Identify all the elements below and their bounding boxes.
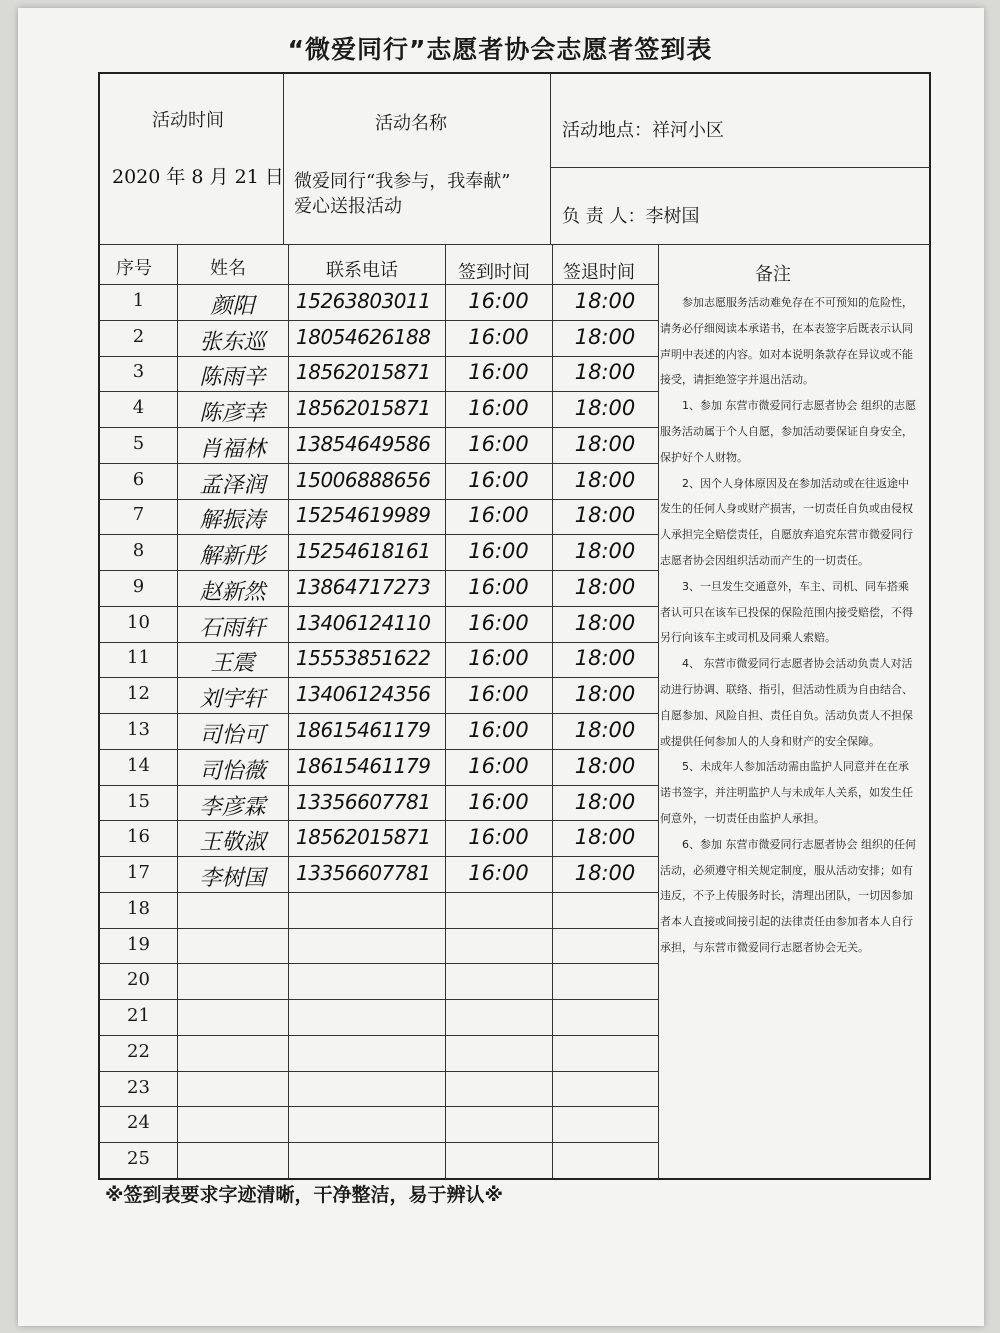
checkout-time: 18:00 <box>574 539 636 564</box>
checkin-time: 16:00 <box>468 610 529 635</box>
checkout-time: 18:00 <box>574 360 636 385</box>
volunteer-name: 孟泽润 <box>199 472 266 498</box>
row-number: 4 <box>132 397 145 419</box>
row-number: 8 <box>132 540 145 562</box>
row-number: 9 <box>132 575 145 597</box>
volunteer-phone: 15006888656 <box>296 467 431 492</box>
checkout-time: 18:00 <box>574 717 636 742</box>
table-row <box>100 320 658 356</box>
volunteer-name: 肖福林 <box>199 436 266 462</box>
activity-leader: 负 责 人：李树国 <box>562 206 700 227</box>
sign-in-form <box>98 72 931 1180</box>
volunteer-phone: 15254618161 <box>296 539 431 564</box>
volunteer-phone: 15263803011 <box>296 288 431 313</box>
table-row <box>100 999 658 1035</box>
table-row <box>100 427 658 463</box>
volunteer-name: 赵新然 <box>199 579 266 605</box>
row-number: 1 <box>132 289 145 311</box>
table-row <box>100 1071 658 1107</box>
volunteer-phone: 13356607781 <box>296 861 431 886</box>
volunteer-phone: 15254619989 <box>296 503 431 528</box>
checkin-time: 16:00 <box>468 396 529 421</box>
checkin-time: 16:00 <box>468 574 529 599</box>
volunteer-name: 陈彦幸 <box>199 401 266 427</box>
volunteer-name: 石雨轩 <box>199 615 266 641</box>
volunteer-phone: 13854649586 <box>296 431 431 456</box>
table-row <box>100 1035 658 1071</box>
checkin-time: 16:00 <box>468 467 529 492</box>
volunteer-phone: 13406124110 <box>296 610 431 635</box>
volunteer-phone: 18615461179 <box>296 717 431 742</box>
activity-name-label: 活动名称 <box>375 113 447 134</box>
volunteer-name: 解振涛 <box>199 508 266 534</box>
volunteer-name: 王震 <box>210 651 255 677</box>
checkout-time: 18:00 <box>574 825 636 850</box>
remarks-paragraph: 3、一旦发生交通意外，车主、司机、同车搭乘者认可只在该车已投保的保险范围内接受赔偿，不得另行向该车主或司机及同乘人索赔。 <box>660 579 913 645</box>
checkin-time: 16:00 <box>468 431 529 456</box>
checkin-time: 16:00 <box>468 861 529 886</box>
volunteer-name: 解新彤 <box>199 544 266 570</box>
row-number: 5 <box>132 432 145 454</box>
checkout-time: 18:00 <box>574 682 636 707</box>
row-number: 19 <box>127 933 150 955</box>
row-number: 23 <box>127 1076 150 1098</box>
row-number: 2 <box>132 325 145 347</box>
row-number: 13 <box>127 718 150 740</box>
col-header-name: 姓名 <box>210 258 246 279</box>
checkout-time: 18:00 <box>574 789 636 814</box>
volunteer-phone: 18562015871 <box>296 825 431 850</box>
table-row <box>100 892 658 928</box>
row-number: 21 <box>127 1005 150 1027</box>
volunteer-name: 王敬淑 <box>199 830 266 856</box>
activity-location: 活动地点：祥河小区 <box>562 120 724 141</box>
col-header-checkout: 签退时间 <box>563 262 635 283</box>
volunteer-phone: 15553851622 <box>296 646 431 671</box>
checkin-time: 16:00 <box>468 539 529 564</box>
checkout-time: 18:00 <box>574 753 636 778</box>
remarks-paragraph: 参加志愿服务活动难免存在不可预知的危险性，请务必仔细阅读本承诺书，在本表签字后既表示认同声明中表述的内容。如对本说明条款存在异议或不能接受，请拒绝签字并退出活动。 <box>660 296 913 387</box>
row-number: 24 <box>127 1112 150 1134</box>
row-number: 11 <box>127 647 150 669</box>
table-row <box>100 606 658 642</box>
table-row <box>100 1142 658 1178</box>
activity-name-line1: 微爱同行“我参与，我奉献” <box>294 171 511 192</box>
table-row <box>100 820 658 856</box>
checkout-time: 18:00 <box>574 861 636 886</box>
table-row <box>100 356 658 392</box>
volunteer-name: 颜阳 <box>210 293 255 319</box>
remarks-paragraph: 5、未成年人参加活动需由监护人同意并在在承诺书签字，并注明监护人与未成年人关系，如发生任何意外，一切责任由监护人承担。 <box>660 760 913 825</box>
table-row <box>100 463 658 499</box>
row-number: 17 <box>127 862 150 884</box>
checkin-time: 16:00 <box>468 324 529 349</box>
row-number: 20 <box>127 969 150 991</box>
table-row <box>100 963 658 999</box>
footer-note: ※签到表要求字迹清晰，干净整洁，易于辨认※ <box>105 1184 503 1206</box>
remarks-paragraph: 4、 东营市微爱同行志愿者协会活动负责人对活动进行协调、联络、指引，但活动性质为自由结合、自愿参加、风险自担、责任自负。活动负责人不担保或提供任何参加人的人身和财产的安全保障。 <box>660 657 913 748</box>
form-title: “微爱同行”志愿者协会志愿者签到表 <box>287 35 713 64</box>
checkin-time: 16:00 <box>468 360 529 385</box>
volunteer-name: 李树国 <box>199 866 266 892</box>
checkin-time: 16:00 <box>468 682 529 707</box>
checkin-time: 16:00 <box>468 503 529 528</box>
checkout-time: 18:00 <box>574 610 636 635</box>
activity-name-line2: 爱心送报活动 <box>294 196 402 217</box>
checkin-time: 16:00 <box>468 288 529 313</box>
col-header-remarks: 备注 <box>755 264 791 285</box>
volunteer-phone: 18562015871 <box>296 396 431 421</box>
col-header-checkin: 签到时间 <box>458 262 530 283</box>
column-divider <box>658 244 659 1178</box>
checkin-time: 16:00 <box>468 753 529 778</box>
checkout-time: 18:00 <box>574 467 636 492</box>
col-header-phone: 联系电话 <box>326 260 398 281</box>
table-row <box>100 677 658 713</box>
table-row <box>100 1106 658 1142</box>
table-row <box>100 713 658 749</box>
table-row <box>100 749 658 785</box>
volunteer-phone: 18615461179 <box>296 753 431 778</box>
table-row <box>100 391 658 427</box>
row-number: 6 <box>132 468 145 490</box>
row-number: 16 <box>127 826 150 848</box>
row-number: 7 <box>132 504 145 526</box>
header-bottom-line <box>100 244 930 245</box>
table-row <box>100 785 658 821</box>
remarks-paragraph: 6、参加 东营市微爱同行志愿者协会 组织的任何活动，必须遵守相关规定制度，服从活动安排；如有违反，不予上传服务时长，清理出团队，一切因参加者本人直接或间接引起的法律责任由参加者本人自行承担，与东营市微爱同行志愿者协会无关。 <box>660 837 916 954</box>
volunteer-phone: 18054626188 <box>296 324 431 349</box>
remarks-paragraph: 2、因个人身体原因及在参加活动或在往返途中发生的任何人身或财产损害，一切责任自负或由侵权人承担完全赔偿责任，自愿放弃追究东营市微爱同行志愿者协会因组织活动而产生的一切责任。 <box>660 476 913 567</box>
row-number: 25 <box>127 1148 150 1170</box>
checkout-time: 18:00 <box>574 574 636 599</box>
checkout-time: 18:00 <box>574 646 636 671</box>
checkout-time: 18:00 <box>574 396 636 421</box>
row-number: 18 <box>127 897 150 919</box>
table-row <box>100 928 658 964</box>
remarks-paragraph: 1、参加 东营市微爱同行志愿者协会 组织的志愿服务活动属于个人自愿，参加活动要保证自身安全，保护好个人财物。 <box>660 399 916 464</box>
activity-time-label: 活动时间 <box>152 110 224 131</box>
table-row <box>100 570 658 606</box>
row-number: 3 <box>132 361 145 383</box>
checkout-time: 18:00 <box>574 324 636 349</box>
checkout-time: 18:00 <box>574 288 636 313</box>
table-row <box>100 642 658 678</box>
volunteer-phone: 13356607781 <box>296 789 431 814</box>
remarks-text <box>660 290 918 961</box>
row-number: 12 <box>127 683 150 705</box>
header-divider-1 <box>283 74 284 244</box>
header-divider-2 <box>550 74 551 244</box>
volunteer-name: 张东巡 <box>199 329 266 355</box>
checkin-time: 16:00 <box>468 717 529 742</box>
volunteer-name: 司怡薇 <box>199 758 266 784</box>
row-number: 10 <box>127 611 150 633</box>
checkout-time: 18:00 <box>574 503 636 528</box>
table-row <box>100 534 658 570</box>
row-number: 22 <box>127 1040 150 1062</box>
table-row <box>100 284 658 320</box>
table-row <box>100 499 658 535</box>
volunteer-name: 刘宇轩 <box>199 687 266 713</box>
checkout-time: 18:00 <box>574 431 636 456</box>
volunteer-phone: 13406124356 <box>296 682 431 707</box>
checkin-time: 16:00 <box>468 789 529 814</box>
header-divider-3 <box>550 167 930 168</box>
volunteer-name: 李彦霖 <box>199 794 266 820</box>
row-number: 14 <box>127 754 150 776</box>
checkin-time: 16:00 <box>468 825 529 850</box>
volunteer-phone: 18562015871 <box>296 360 431 385</box>
checkin-time: 16:00 <box>468 646 529 671</box>
volunteer-name: 陈雨辛 <box>199 365 266 391</box>
table-row <box>100 856 658 892</box>
row-number: 15 <box>127 790 150 812</box>
volunteer-phone: 13864717273 <box>296 574 431 599</box>
activity-date: 2020 年 8 月 21 日 <box>112 166 284 188</box>
volunteer-name: 司怡可 <box>199 722 266 748</box>
col-header-no: 序号 <box>116 258 152 279</box>
